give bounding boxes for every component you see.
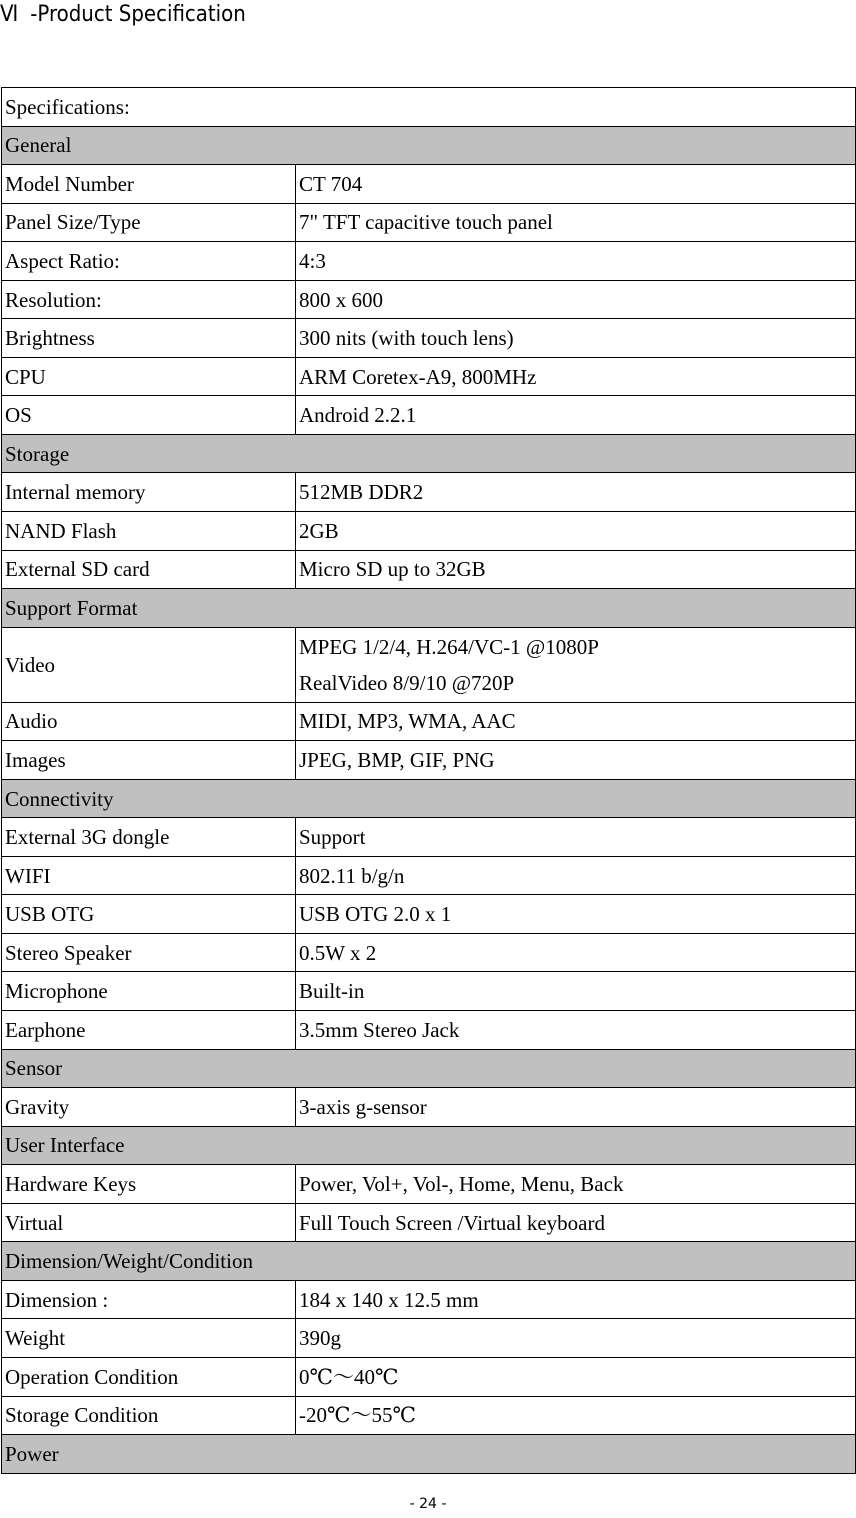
spec-label: Resolution: <box>2 280 296 319</box>
spec-label: Earphone <box>2 1011 296 1050</box>
spec-row <box>2 280 856 319</box>
spec-row <box>2 396 856 435</box>
spec-label: CPU <box>2 357 296 396</box>
spec-label: WIFI <box>2 856 296 895</box>
spec-label: Operation Condition <box>2 1357 296 1396</box>
spec-label: Microphone <box>2 972 296 1011</box>
spec-value: 2GB <box>296 512 856 551</box>
spec-row <box>2 1088 856 1127</box>
section-header-row <box>2 126 856 165</box>
spec-value: 512MB DDR2 <box>296 473 856 512</box>
section-header-row <box>2 434 856 473</box>
spec-label: External 3G dongle <box>2 818 296 857</box>
table-caption-row <box>2 88 856 127</box>
spec-label: Panel Size/Type <box>2 203 296 242</box>
spec-row <box>2 702 856 741</box>
spec-label: Aspect Ratio: <box>2 242 296 281</box>
spec-value: Micro SD up to 32GB <box>296 550 856 589</box>
spec-value: JPEG, BMP, GIF, PNG <box>296 741 856 780</box>
section-header: User Interface <box>2 1126 856 1165</box>
spec-value: USB OTG 2.0 x 1 <box>296 895 856 934</box>
spec-row <box>2 972 856 1011</box>
spec-label: Weight <box>2 1319 296 1358</box>
table-caption: Specifications: <box>2 88 856 127</box>
section-numeral: Ⅵ <box>0 2 19 27</box>
section-header: Connectivity <box>2 779 856 818</box>
spec-value: Built-in <box>296 972 856 1011</box>
spec-label: OS <box>2 396 296 435</box>
spec-row <box>2 627 856 702</box>
spec-label: Images <box>2 741 296 780</box>
spec-row <box>2 203 856 242</box>
spec-row <box>2 1203 856 1242</box>
section-header-row <box>2 1435 856 1474</box>
spec-row <box>2 1011 856 1050</box>
spec-value: 4:3 <box>296 242 856 281</box>
spec-value: 184 x 140 x 12.5 mm <box>296 1280 856 1319</box>
spec-label: Virtual <box>2 1203 296 1242</box>
spec-value: 0.5W x 2 <box>296 933 856 972</box>
spec-row <box>2 1357 856 1396</box>
spec-row <box>2 1319 856 1358</box>
spec-label: Stereo Speaker <box>2 933 296 972</box>
spec-label: Hardware Keys <box>2 1165 296 1204</box>
spec-value: 802.11 b/g/n <box>296 856 856 895</box>
spec-row <box>2 1280 856 1319</box>
spec-row <box>2 319 856 358</box>
section-header: General <box>2 126 856 165</box>
spec-value: 3.5mm Stereo Jack <box>296 1011 856 1050</box>
spec-value: 300 nits (with touch lens) <box>296 319 856 358</box>
section-header-row <box>2 779 856 818</box>
page-number: - 24 - <box>409 1496 447 1512</box>
spec-row <box>2 933 856 972</box>
spec-value: MIDI, MP3, WMA, AAC <box>296 702 856 741</box>
spec-label: Internal memory <box>2 473 296 512</box>
spec-value: 390g <box>296 1319 856 1358</box>
spec-value: 0℃～40℃ <box>296 1357 856 1396</box>
spec-value-line: MPEG 1/2/4, H.264/VC-1 @1080P <box>299 634 599 659</box>
spec-row <box>2 818 856 857</box>
spec-label: Gravity <box>2 1088 296 1127</box>
spec-label: Dimension : <box>2 1280 296 1319</box>
section-header-row <box>2 1126 856 1165</box>
section-header: Power <box>2 1435 856 1474</box>
spec-row <box>2 856 856 895</box>
spec-label: Audio <box>2 702 296 741</box>
spec-row <box>2 550 856 589</box>
spec-row <box>2 473 856 512</box>
spec-row <box>2 895 856 934</box>
spec-row <box>2 1396 856 1435</box>
spec-label: USB OTG <box>2 895 296 934</box>
spec-value-line: RealVideo 8/9/10 @720P <box>299 670 515 695</box>
spec-value: Support <box>296 818 856 857</box>
spec-value: 800 x 600 <box>296 280 856 319</box>
spec-row <box>2 242 856 281</box>
page-heading <box>0 0 246 30</box>
spec-label: Model Number <box>2 165 296 204</box>
spec-label: Storage Condition <box>2 1396 296 1435</box>
spec-value: CT 704 <box>296 165 856 204</box>
spec-row <box>2 512 856 551</box>
spec-value: Power, Vol+, Vol-, Home, Menu, Back <box>296 1165 856 1204</box>
spec-value: ARM Coretex-A9, 800MHz <box>296 357 856 396</box>
spec-row <box>2 1165 856 1204</box>
section-header: Dimension/Weight/Condition <box>2 1242 856 1281</box>
spec-value: 7" TFT capacitive touch panel <box>296 203 856 242</box>
section-header: Sensor <box>2 1049 856 1088</box>
section-header: Storage <box>2 434 856 473</box>
spec-label: External SD card <box>2 550 296 589</box>
section-header-row <box>2 1242 856 1281</box>
spec-label: Brightness <box>2 319 296 358</box>
specification-table <box>1 87 856 1474</box>
spec-label: Video <box>2 627 296 702</box>
spec-row <box>2 357 856 396</box>
spec-label: NAND Flash <box>2 512 296 551</box>
spec-row <box>2 741 856 780</box>
spec-value: Full Touch Screen /Virtual keyboard <box>296 1203 856 1242</box>
section-header-row <box>2 1049 856 1088</box>
spec-value: 3-axis g-sensor <box>296 1088 856 1127</box>
section-title: -Product Specification <box>30 2 246 27</box>
section-header: Support Format <box>2 589 856 628</box>
spec-value: Android 2.2.1 <box>296 396 856 435</box>
section-header-row <box>2 589 856 628</box>
spec-value: -20℃～55℃ <box>296 1396 856 1435</box>
spec-row <box>2 165 856 204</box>
spec-value <box>296 627 856 702</box>
